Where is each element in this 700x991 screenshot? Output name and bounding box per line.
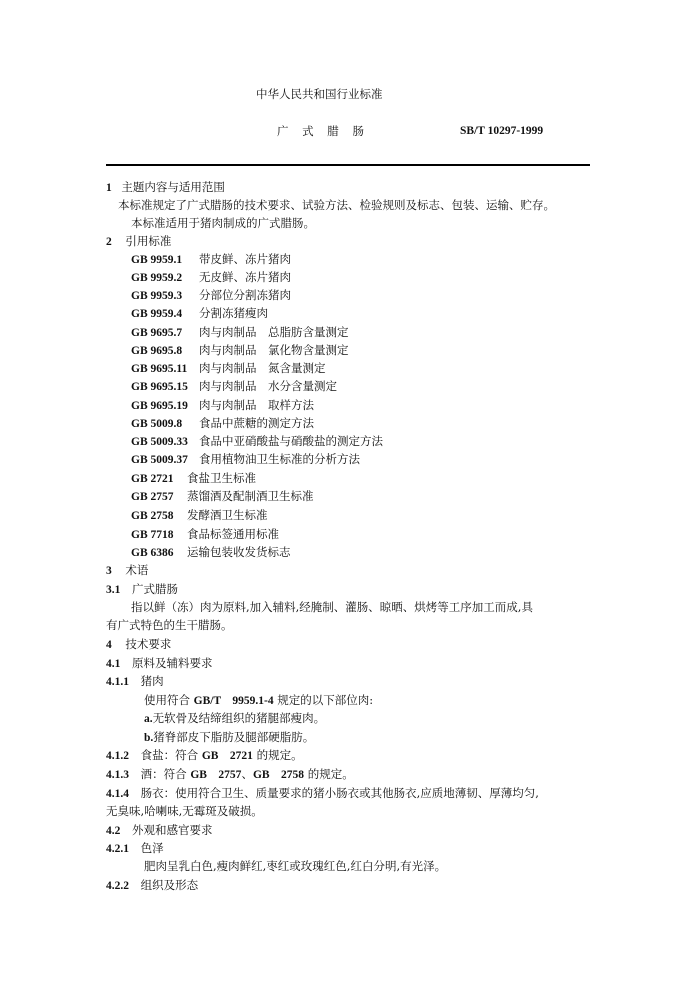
header-rule — [106, 164, 590, 166]
reference-code: GB 9959.4 — [131, 308, 183, 320]
reference-item — [131, 488, 314, 505]
reference-item — [131, 251, 291, 268]
reference-code: GB 9695.15 — [131, 381, 188, 393]
reference-name: 食品标签通用标准 — [187, 527, 279, 541]
clause-number: 4.1.1 — [106, 676, 129, 688]
reference-code: GB 5009.37 — [131, 454, 188, 466]
text-run: 使用符合 — [144, 693, 194, 707]
reference-item — [131, 415, 314, 432]
list-text: 无软骨及结缔组织的猪腿部瘦肉。 — [152, 711, 326, 725]
standard-org-title: 中华人民共和国行业标准 — [256, 87, 383, 101]
text-run: 规定的以下部位肉: — [273, 693, 374, 707]
section-title: 技术要求 — [125, 637, 172, 651]
list-item — [144, 729, 314, 746]
list-item — [144, 710, 325, 727]
reference-item — [131, 397, 314, 414]
reference-name: 肉与肉制品 取样方法 — [199, 398, 314, 412]
reference-name: 肉与肉制品 氯化物含量测定 — [199, 343, 349, 357]
subsection-number: 4.1 — [106, 658, 121, 670]
clause-title: 色泽 — [140, 841, 164, 855]
text-run: 、 — [241, 767, 253, 781]
subsection-number: 4.2 — [106, 825, 121, 837]
reference-item — [131, 269, 291, 286]
subsection-number: 3.1 — [106, 584, 121, 596]
paragraph: 本标准适用于猪肉制成的广式腊肠。 — [131, 216, 315, 230]
clause-heading — [106, 840, 164, 857]
clause-number: 4.1.3 — [106, 769, 129, 781]
text-run: 的规定。 — [304, 767, 354, 781]
subsection-heading — [106, 822, 213, 839]
document-title: 广 式 腊 肠 — [277, 124, 366, 138]
reference-item — [131, 507, 268, 524]
section-number: 4 — [106, 639, 112, 651]
definition-line: 指以鲜（冻）肉为原料,加入辅料,经腌制、灌肠、晾晒、烘烤等工序加工而成,具 — [131, 600, 533, 614]
clause-4-1-2 — [106, 747, 303, 764]
reference-code: GB 2758 — [131, 510, 174, 522]
reference-item — [131, 305, 268, 322]
text-run: 食盐：符合 — [140, 748, 202, 762]
standard-code: SB/T 10297-1999 — [460, 125, 544, 137]
clause-number: 4.1.2 — [106, 750, 129, 762]
clause-text: 肥肉呈乳白色,瘦肉鲜红,枣红或玫瑰红色,红白分明,有光泽。 — [144, 859, 447, 873]
section-1-heading — [106, 179, 225, 196]
standard-ref: GB 2757 — [190, 769, 242, 781]
reference-item — [131, 378, 337, 395]
subsection-title: 广式腊肠 — [132, 582, 179, 596]
clause-text: 肠衣：使用符合卫生、质量要求的猪小肠衣或其他肠衣,应质地薄韧、厚薄均匀, — [140, 786, 539, 800]
section-3-heading — [106, 562, 148, 579]
text-run: 酒：符合 — [140, 767, 191, 781]
reference-code: GB 9695.19 — [131, 400, 188, 412]
clause-title: 组织及形态 — [140, 878, 199, 892]
clause-4-1-3 — [106, 766, 354, 783]
reference-name: 无皮鲜、冻片猪肉 — [199, 270, 291, 284]
reference-code: GB 9695.7 — [131, 327, 183, 339]
reference-name: 分部位分割冻猪肉 — [199, 288, 291, 302]
section-4-heading — [106, 636, 171, 653]
reference-item — [131, 287, 291, 304]
subsection-heading — [106, 655, 213, 672]
paragraph: 本标准规定了广式腊肠的技术要求、试验方法、检验规则及标志、包装、运输、贮存。 — [118, 198, 555, 212]
reference-code: GB 9695.11 — [131, 363, 188, 375]
reference-name: 肉与肉制品 总脂肪含量测定 — [199, 325, 349, 339]
reference-item — [131, 544, 291, 561]
reference-code: GB 5009.8 — [131, 418, 183, 430]
reference-code: GB 6386 — [131, 547, 174, 559]
reference-item — [131, 433, 383, 450]
section-2-heading — [106, 233, 171, 250]
reference-code: GB 9959.3 — [131, 290, 183, 302]
reference-name: 运输包装收发货标志 — [187, 545, 291, 559]
clause-text: 无臭味,哈喇味,无霉斑及破损。 — [106, 804, 263, 818]
reference-code: GB 9695.8 — [131, 345, 183, 357]
section-title: 主题内容与适用范围 — [121, 180, 225, 194]
section-title: 术语 — [125, 563, 149, 577]
clause-number: 4.2.2 — [106, 880, 129, 892]
reference-name: 带皮鲜、冻片猪肉 — [199, 252, 291, 266]
reference-item — [131, 324, 349, 341]
reference-code: GB 7718 — [131, 529, 174, 541]
standard-ref: GB 2758 — [252, 769, 305, 781]
reference-code: GB 5009.33 — [131, 436, 188, 448]
reference-name: 食盐卫生标准 — [187, 471, 256, 485]
section-title: 引用标准 — [125, 234, 172, 248]
clause-heading — [106, 877, 198, 894]
clause-number: 4.2.1 — [106, 843, 129, 855]
reference-code: GB 9959.2 — [131, 272, 183, 284]
standard-ref: GB/T 9959.1-4 — [193, 695, 274, 707]
list-text: 猪脊部皮下脂肪及腿部硬脂肪。 — [153, 730, 315, 744]
clause-title: 猪肉 — [140, 674, 164, 688]
subsection-heading — [106, 581, 178, 598]
reference-item — [131, 360, 326, 377]
clause-number: 4.1.4 — [106, 788, 129, 800]
section-number: 1 — [106, 182, 112, 194]
reference-item — [131, 470, 256, 487]
section-number: 3 — [106, 565, 112, 577]
section-number: 2 — [106, 236, 112, 248]
reference-item — [131, 526, 279, 543]
clause-heading — [106, 673, 164, 690]
text-run: 的规定。 — [252, 748, 303, 762]
reference-item — [131, 451, 360, 468]
reference-name: 发酵酒卫生标准 — [187, 508, 268, 522]
reference-name: 食品中亚硝酸盐与硝酸盐的测定方法 — [199, 434, 383, 448]
reference-name: 肉与肉制品 氮含量测定 — [199, 361, 326, 375]
subsection-title: 外观和感官要求 — [132, 823, 213, 837]
reference-code: GB 2757 — [131, 491, 174, 503]
list-marker: b. — [144, 732, 154, 744]
clause-4-1-4 — [106, 785, 539, 802]
reference-name: 食品中蔗糖的测定方法 — [199, 416, 314, 430]
subsection-title: 原料及辅料要求 — [132, 656, 213, 670]
clause-text — [144, 692, 373, 709]
reference-name: 肉与肉制品 水分含量测定 — [199, 379, 337, 393]
reference-code: GB 9959.1 — [131, 254, 183, 266]
reference-item — [131, 342, 349, 359]
reference-name: 蒸馏酒及配制酒卫生标准 — [187, 489, 314, 503]
reference-name: 分割冻猪瘦肉 — [199, 306, 268, 320]
definition-line: 有广式特色的生干腊肠。 — [106, 618, 233, 632]
reference-code: GB 2721 — [131, 473, 174, 485]
reference-name: 食用植物油卫生标准的分析方法 — [199, 452, 360, 466]
list-marker: a. — [144, 713, 153, 725]
standard-ref: GB 2721 — [201, 750, 253, 762]
